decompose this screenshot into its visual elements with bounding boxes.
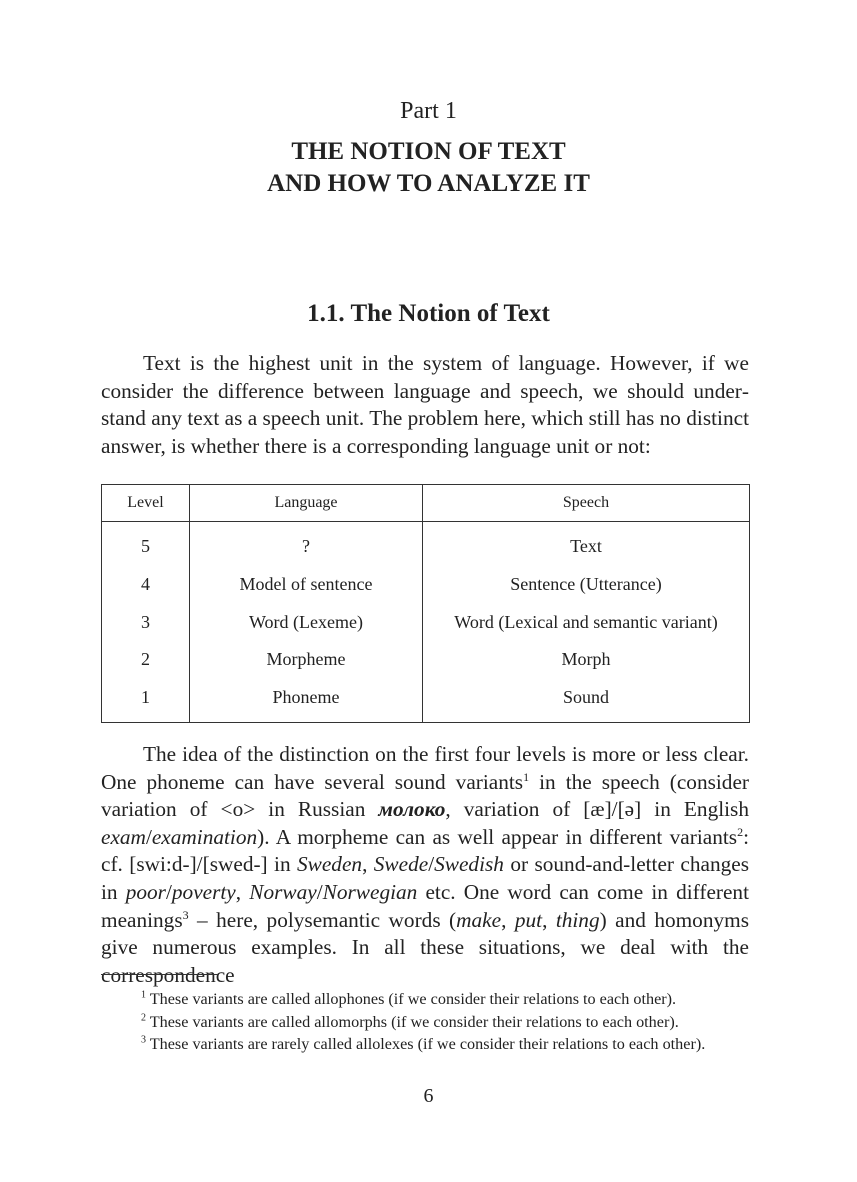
footnote-1 <box>101 989 749 1010</box>
example-exam: exam <box>101 824 146 849</box>
text-run: ) and homonyms give numerous examples. In all these situations, we deal with the correspondence <box>101 907 749 987</box>
chapter-title-line-2: AND HOW TO ANALYZE IT <box>267 170 590 197</box>
table-row <box>102 522 750 566</box>
header-level: Level <box>102 485 190 522</box>
example-poor: poor <box>125 879 166 904</box>
example-poverty: poverty <box>171 879 236 904</box>
table-row <box>102 641 750 679</box>
example-swede: Swede <box>373 852 429 877</box>
footnote-3 <box>101 1034 749 1055</box>
text-run: : cf. [swi:d-]/[swed-] in <box>101 824 749 877</box>
text-run: , <box>235 879 250 904</box>
text-run: ). A morpheme can as well appear in different variants <box>257 824 738 849</box>
example-make: make <box>456 907 502 932</box>
example-norway: Norway <box>249 879 317 904</box>
levels-table <box>101 484 750 723</box>
cell-language: ? <box>190 522 423 566</box>
example-swedish: Swedish <box>434 852 504 877</box>
page-number: 6 <box>423 1085 434 1107</box>
cell-level: 5 <box>102 522 190 566</box>
body-paragraph <box>101 741 749 989</box>
example-thing: thing <box>555 907 600 932</box>
example-norwegian: Norwegian <box>322 879 418 904</box>
footnote-mark: 2 <box>141 1012 146 1024</box>
footnote-mark: 1 <box>141 989 146 1001</box>
example-put: put <box>514 907 543 932</box>
text-run: / <box>145 824 152 849</box>
footnote-ref: 3 <box>182 907 189 922</box>
text-run: / <box>165 879 172 904</box>
text-run: , <box>501 907 515 932</box>
text-run: – here, polysemantic words ( <box>188 907 457 932</box>
cell-speech: Sound <box>423 679 750 723</box>
cell-speech: Text <box>423 522 750 566</box>
text-run: or sound-and-letter changes in <box>101 852 749 904</box>
text-run: in the speech (consider variation of <o> in Russian <box>101 769 749 822</box>
text-run: , <box>542 907 556 932</box>
footnote-text: These variants are rarely called allolexes (if we consider their relations to each other). <box>146 1035 706 1053</box>
table-row <box>102 566 750 604</box>
footnote-ref: 1 <box>523 769 530 784</box>
footnote-ref: 2 <box>737 824 744 839</box>
cell-speech: Word (Lexical and semantic variant) <box>423 603 750 641</box>
footnote-divider <box>101 974 218 975</box>
text-run: , variation of [æ]/[ə] in English <box>445 797 749 822</box>
cell-language: Word (Lexeme) <box>190 603 423 641</box>
cell-language: Phoneme <box>190 679 423 723</box>
section-heading: 1.1. The Notion of Text <box>307 300 550 327</box>
example-examination: examination <box>151 824 258 849</box>
cell-speech: Sentence (Utterance) <box>423 566 750 604</box>
chapter-title-line-1: THE NOTION OF TEXT <box>291 138 566 165</box>
example-sweden: Sweden <box>297 852 363 877</box>
text-run: etc. One word can come in different meanings <box>101 879 750 932</box>
cell-level: 2 <box>102 641 190 679</box>
header-language: Language <box>190 485 423 522</box>
footnote-text: These variants are called allomorphs (if we consider their relations to each other). <box>146 1013 679 1031</box>
table-header-row <box>102 485 750 522</box>
header-speech: Speech <box>423 485 750 522</box>
text-run: / <box>316 879 323 904</box>
text-run: The idea of the distinction on the first four levels is more or less clear. One phoneme can have several sound variants <box>101 742 749 794</box>
cell-language: Morpheme <box>190 641 423 679</box>
text-run: , <box>362 852 374 877</box>
cell-language: Model of sentence <box>190 566 423 604</box>
russian-word: молоко <box>378 797 446 822</box>
cell-speech: Morph <box>423 641 750 679</box>
cell-level: 4 <box>102 566 190 604</box>
footnote-2 <box>101 1012 749 1033</box>
text-run: / <box>428 852 435 877</box>
chapter-title <box>0 136 857 200</box>
table-row <box>102 603 750 641</box>
intro-paragraph: Text is the highest unit in the system of language. However, if we consider the difference between language and speech, we should understand any text as a speech unit. The problem here, which still has no distinct answer, is whether there is a corresponding language unit or not: <box>101 351 749 458</box>
footnote-text: These variants are called allophones (if we consider their relations to each other). <box>146 990 677 1008</box>
cell-level: 3 <box>102 603 190 641</box>
footnote-mark: 3 <box>141 1034 146 1046</box>
table-row <box>102 679 750 723</box>
part-label: Part 1 <box>400 98 457 124</box>
cell-level: 1 <box>102 679 190 723</box>
